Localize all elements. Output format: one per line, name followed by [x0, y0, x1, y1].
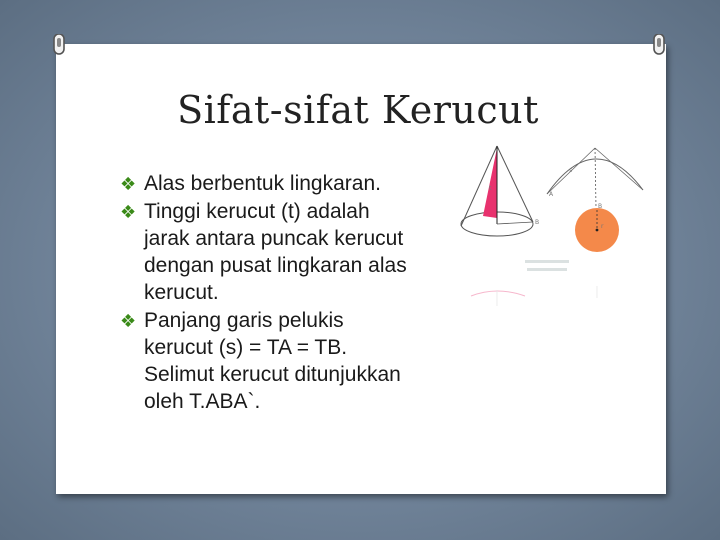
- bullet-list: [120, 170, 450, 416]
- bullet-text: Alas berbentuk lingkaran.: [144, 172, 381, 195]
- label-t: t: [489, 185, 492, 192]
- slide-title: Sifat-sifat Kerucut: [177, 88, 539, 132]
- bullet-item: [120, 198, 450, 306]
- label-r: r: [601, 223, 604, 230]
- bullet-item: [120, 170, 450, 197]
- label-a: A: [549, 191, 554, 198]
- bullet-text: Panjang garis pelukis kerucut (s) = TA = TB. Selimut kerucut ditunjukkan oleh T.ABA`.: [144, 309, 401, 413]
- cone-solid: [461, 146, 539, 236]
- label-s: s: [569, 167, 573, 174]
- bullet-item: [120, 307, 450, 415]
- diamond-bullet-icon: ❖: [120, 174, 137, 195]
- label-b2: B: [598, 203, 603, 210]
- pin-icon: [52, 34, 66, 56]
- label-b: B: [535, 219, 540, 226]
- faded-caption: [471, 260, 597, 306]
- bullet-text: Tinggi kerucut (t) adalah jarak antara puncak kerucut dengan pusat lingkaran alas kerucut.: [144, 200, 407, 304]
- diamond-bullet-icon: ❖: [120, 202, 137, 223]
- diamond-bullet-icon: ❖: [120, 311, 137, 332]
- cone-figure: [455, 138, 655, 328]
- pin-icon: [652, 34, 666, 56]
- cone-net: [547, 148, 643, 252]
